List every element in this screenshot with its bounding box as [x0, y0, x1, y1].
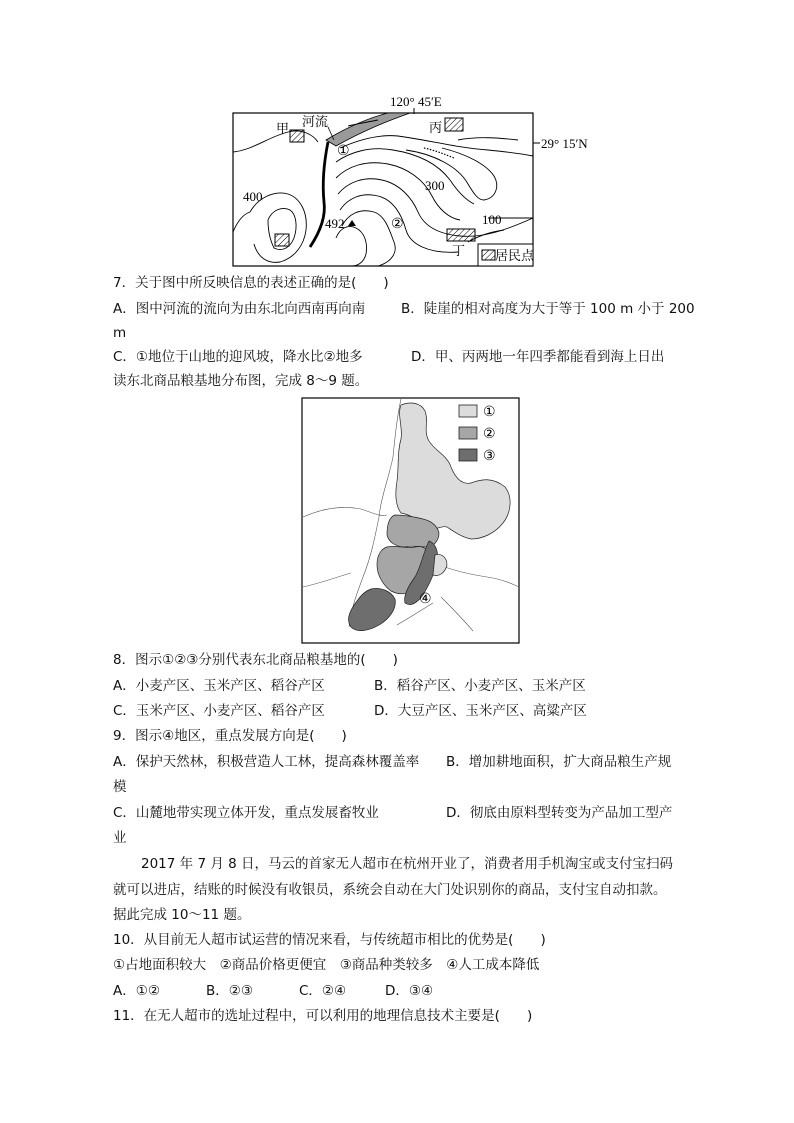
- river-band: [326, 113, 410, 146]
- legend-swatch-1: [459, 405, 477, 417]
- q8-stem: 8．图示①②③分别代表东北商品粮基地的( ): [113, 652, 398, 668]
- q7-option-a: A．图中河流的流向为由东北向西南再向南: [113, 301, 366, 317]
- intro-8-9: 读东北商品粮基地分布图，完成 8～9 题。: [113, 373, 369, 389]
- q10-option-c: C．②④: [299, 983, 347, 999]
- marker-4: ④: [419, 592, 432, 607]
- legend-settlement-icon: [482, 250, 495, 260]
- legend-swatch-3: [459, 449, 477, 461]
- q8-option-c: C．玉米产区、小麦产区、稻谷产区: [113, 703, 325, 719]
- contour-400: 400: [243, 189, 263, 204]
- q9-option-d-cont: 业: [113, 830, 127, 846]
- q9-option-b: B．增加耕地面积，扩大商品粮生产规: [446, 754, 672, 770]
- q7-stem: 7．关于图中所反映信息的表述正确的是( ): [113, 275, 389, 291]
- latitude-label: 29° 15′N: [541, 136, 588, 151]
- peak-triangle: [348, 220, 356, 226]
- q10-stem: 10．从目前无人超市试运营的情况来看，与传统超市相比的优势是( ): [113, 932, 546, 948]
- q8-option-d: D．大豆产区、玉米产区、高粱产区: [374, 703, 587, 719]
- passage-line-2: 就可以进店，结账的时候没有收银员，系统会自动在大门处识别你的商品，支付宝自动扣款。: [113, 882, 667, 898]
- topographic-map: [228, 92, 598, 272]
- settlement-bing: [445, 118, 463, 131]
- legend-swatch-2: [459, 427, 477, 439]
- q7-option-b-cont: m: [113, 325, 127, 341]
- passage-line-3: 据此完成 10～11 题。: [113, 907, 251, 923]
- q11-stem: 11．在无人超市的选址过程中，可以利用的地理信息技术主要是( ): [113, 1008, 533, 1024]
- q10-option-a: A．①②: [113, 983, 160, 999]
- settlement-ding: [447, 229, 475, 241]
- q7-option-c: C．①地位于山地的迎风坡，降水比②地多: [113, 349, 363, 365]
- q9-option-a: A．保护天然林，积极营造人工林，提高森林覆盖率: [113, 754, 420, 770]
- marker-2: ②: [391, 217, 404, 232]
- marker-1: ①: [337, 144, 350, 159]
- q7-option-b: B．陡崖的相对高度为大于等于 100 m 小于 200: [401, 301, 695, 317]
- q10-option-b: B．②③: [206, 983, 253, 999]
- river-label: 河流: [302, 114, 329, 129]
- q9-stem: 9．图示④地区，重点发展方向是( ): [113, 728, 347, 744]
- peak-elevation: 492: [325, 216, 345, 231]
- northeast-map: [301, 397, 521, 645]
- river-line: [310, 142, 328, 247]
- q9-option-c: C．山麓地带实现立体开发，重点发展畜牧业: [113, 805, 379, 821]
- q10-option-d: D．③④: [385, 983, 434, 999]
- longitude-label: 120° 45′E: [390, 94, 442, 109]
- label-bing: 丙: [429, 120, 443, 135]
- cliff-line: [424, 148, 454, 158]
- q9-option-b-cont: 模: [113, 779, 127, 795]
- q10-items: ①占地面积较大 ②商品价格更便宜 ③商品种类较多 ④人工成本降低: [113, 957, 540, 973]
- q8-option-b: B．稻谷产区、小麦产区、玉米产区: [374, 678, 586, 694]
- legend-settlement-label: 居民点: [495, 248, 535, 263]
- settlement-jia: [290, 130, 304, 142]
- passage-line-1: 2017 年 7 月 8 日，马云的首家无人超市在杭州开业了，消费者用手机淘宝或支付宝扫码: [141, 856, 673, 872]
- contour-100: 100: [482, 212, 502, 227]
- contour-300: 300: [425, 178, 445, 193]
- legend-label-1: ①: [483, 405, 496, 420]
- settlement-sw: [275, 234, 289, 246]
- q7-option-d: D．甲、丙两地一年四季都能看到海上日出: [411, 349, 665, 365]
- label-ding: 丁: [452, 243, 466, 258]
- legend-label-3: ③: [483, 449, 496, 464]
- label-jia: 甲: [276, 121, 290, 136]
- q8-option-a: A．小麦产区、玉米产区、稻谷产区: [113, 678, 325, 694]
- q9-option-d: D．彻底由原料型转变为产品加工型产: [446, 805, 673, 821]
- legend-label-2: ②: [483, 427, 496, 442]
